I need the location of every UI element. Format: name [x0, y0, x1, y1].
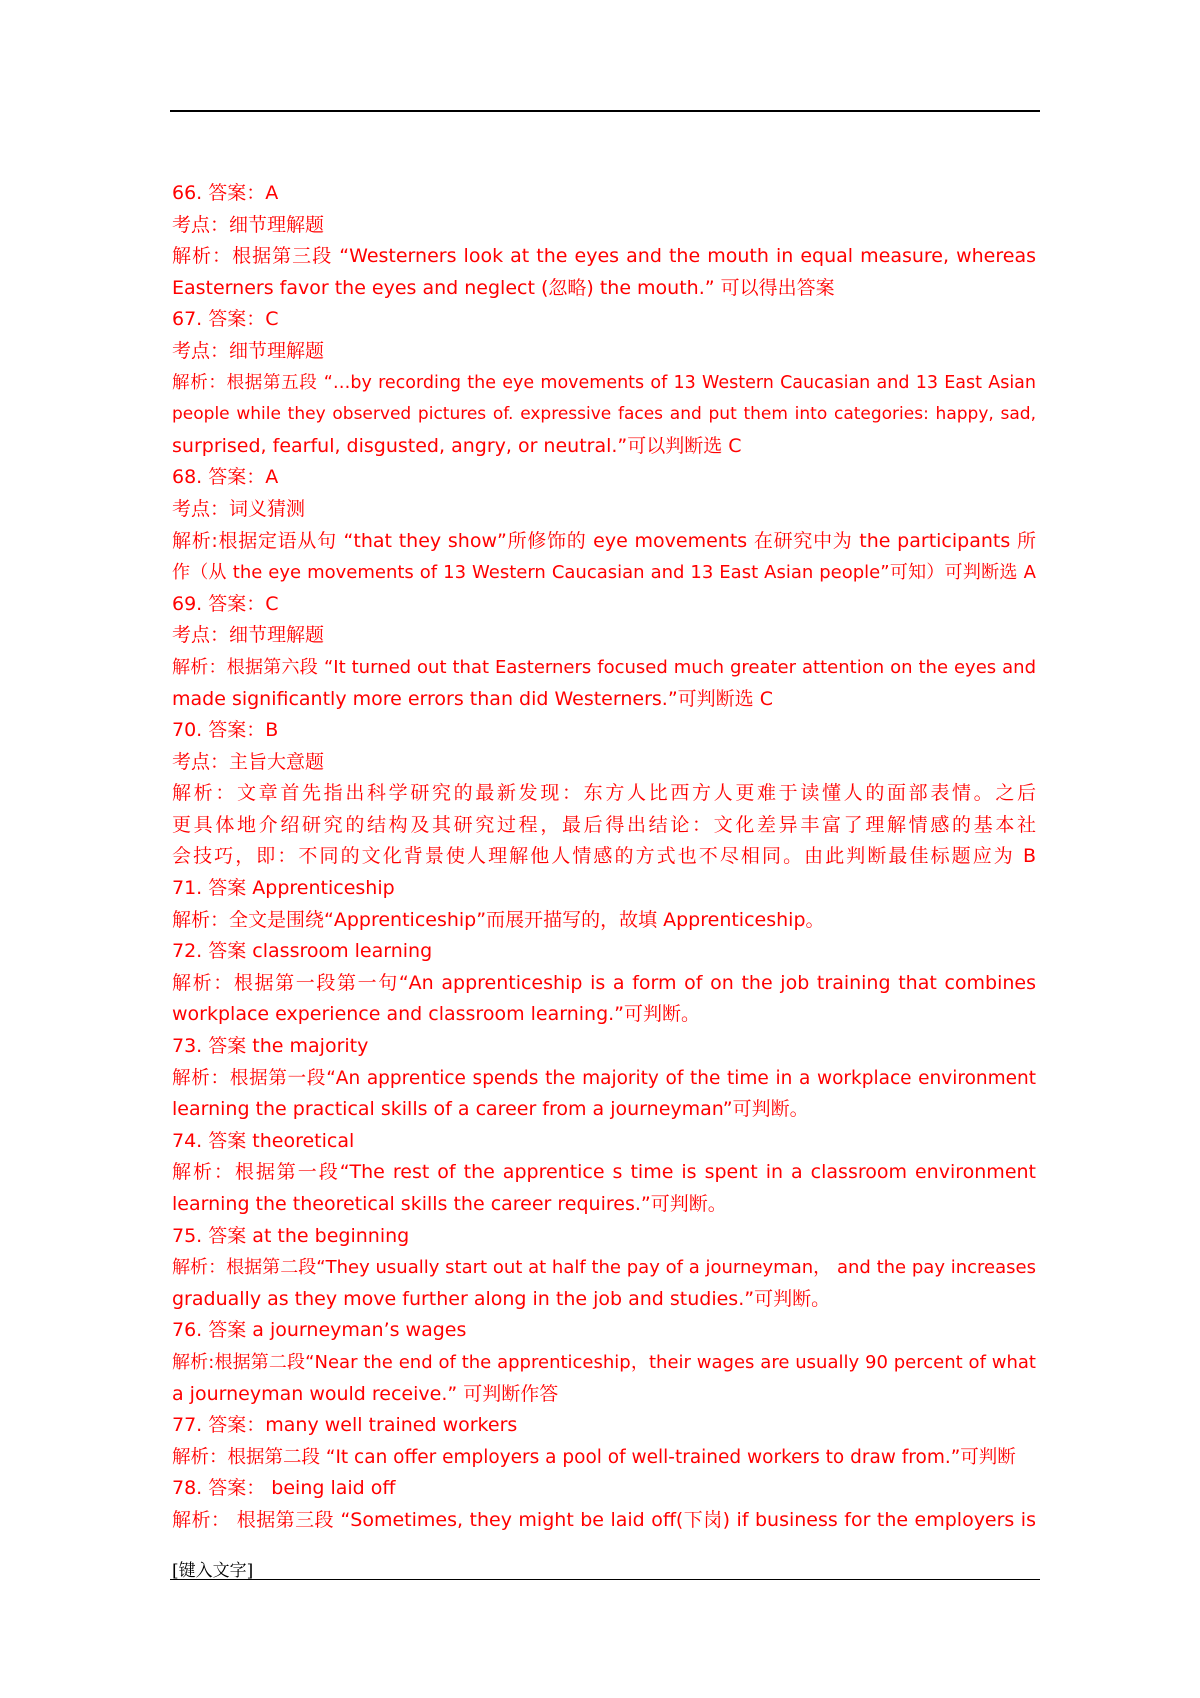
text-line: 67. 答案：C — [172, 308, 279, 331]
text-line: 解析： 根据第三段 “Sometimes, they might be laid off(下岗) if business for the employers is — [172, 1508, 1036, 1531]
text-line: surprised, fearful, disgusted, angry, or neutral.”可以判断选 C — [172, 434, 742, 457]
text-line: 考点：细节理解题 — [172, 624, 325, 647]
footer-rule — [170, 1579, 1040, 1580]
text-line: 考点：细节理解题 — [172, 213, 325, 236]
text-line: 77. 答案：many well trained workers — [172, 1414, 518, 1437]
text-line: learning the practical skills of a career from a journeyman”可判断。 — [172, 1098, 809, 1121]
text-line: workplace experience and classroom learning.”可判断。 — [172, 1003, 701, 1026]
text-line: 解析：根据第二段“They usually start out at half the pay of a journeyman， and the pay increases — [172, 1257, 1036, 1279]
text-line: 解析：根据第一段“An apprentice spends the majority of the time in a workplace environment — [172, 1067, 1036, 1089]
text-line: 70. 答案：B — [172, 719, 279, 742]
text-line: 解析：根据第五段 “…by recording the eye movements of 13 Western Caucasian and 13 East Asian — [172, 372, 1036, 393]
text-line: 72. 答案 classroom learning — [172, 940, 433, 963]
text-line: 76. 答案 a journeyman’s wages — [172, 1319, 467, 1342]
text-line: 68. 答案：A — [172, 466, 279, 489]
text-line: 解析:根据定语从句 “that they show”所修饰的 eye movements 在研究中为 the participants 所 — [172, 529, 1036, 552]
text-line: 解析：根据第二段 “It can offer employers a pool of well-trained workers to draw from.”可判断 — [172, 1446, 1016, 1468]
text-line: 解析：根据第一段第一句“An apprenticeship is a form of on the job training that combines — [172, 971, 1036, 994]
text-line: 考点：主旨大意题 — [172, 750, 325, 773]
text-line: a journeyman would receive.” 可判断作答 — [172, 1382, 559, 1405]
text-line: 考点：词义猜测 — [172, 497, 306, 520]
text-line: 解析：根据第一段“The rest of the apprentice s time is spent in a classroom environment — [172, 1161, 1036, 1184]
text-line: 66. 答案：A — [172, 182, 279, 204]
text-line: 69. 答案：C — [172, 592, 279, 615]
answer-key-body — [172, 178, 1036, 1537]
text-line: 解析：全文是围绕“Apprenticeship”而展开描写的，故填 Apprenticeship。 — [172, 908, 825, 931]
text-line: 会技巧，即：不同的文化背景使人理解他人情感的方式也不尽相同。由此判断最佳标题应为 B — [172, 845, 1036, 868]
text-line: 75. 答案 at the beginning — [172, 1224, 410, 1247]
text-line: learning the theoretical skills the career requires.”可判断。 — [172, 1193, 727, 1215]
text-line: 73. 答案 the majority — [172, 1035, 369, 1058]
text-line: 解析:根据第二段“Near the end of the apprenticeship，their wages are usually 90 percent of what — [172, 1351, 1036, 1373]
text-line: 考点：细节理解题 — [172, 339, 325, 362]
text-line: 78. 答案： being laid off — [172, 1477, 396, 1500]
text-line: 解析：根据第六段 “It turned out that Easterners focused much greater attention on the eyes and — [172, 656, 1036, 678]
text-line: 更具体地介绍研究的结构及其研究过程，最后得出结论：文化差异丰富了理解情感的基本社 — [172, 813, 1036, 836]
text-line: 解析：根据第三段 “Westerners look at the eyes and the mouth in equal measure, whereas — [172, 245, 1036, 268]
header-rule — [170, 110, 1040, 112]
text-line: gradually as they move further along in the job and studies.”可判断。 — [172, 1287, 831, 1310]
text-line: 71. 答案 Apprenticeship — [172, 877, 395, 900]
text-line: Easterners favor the eyes and neglect (忽略) the mouth.” 可以得出答案 — [172, 276, 835, 299]
text-line: 74. 答案 theoretical — [172, 1129, 355, 1152]
footer-placeholder-text: [键入文字] — [172, 1561, 254, 1581]
text-line: 作（从 the eye movements of 13 Western Caucasian and 13 East Asian people”可知）可判断选 A — [172, 562, 1036, 584]
text-line: people while they observed pictures of. expressive faces and put them into categories: happy, sad, — [172, 404, 1036, 425]
text-line: made significantly more errors than did Westerners.”可判断选 C — [172, 687, 773, 710]
text-line: 解析：文章首先指出科学研究的最新发现：东方人比西方人更难于读懂人的面部表情。之后 — [172, 782, 1036, 805]
